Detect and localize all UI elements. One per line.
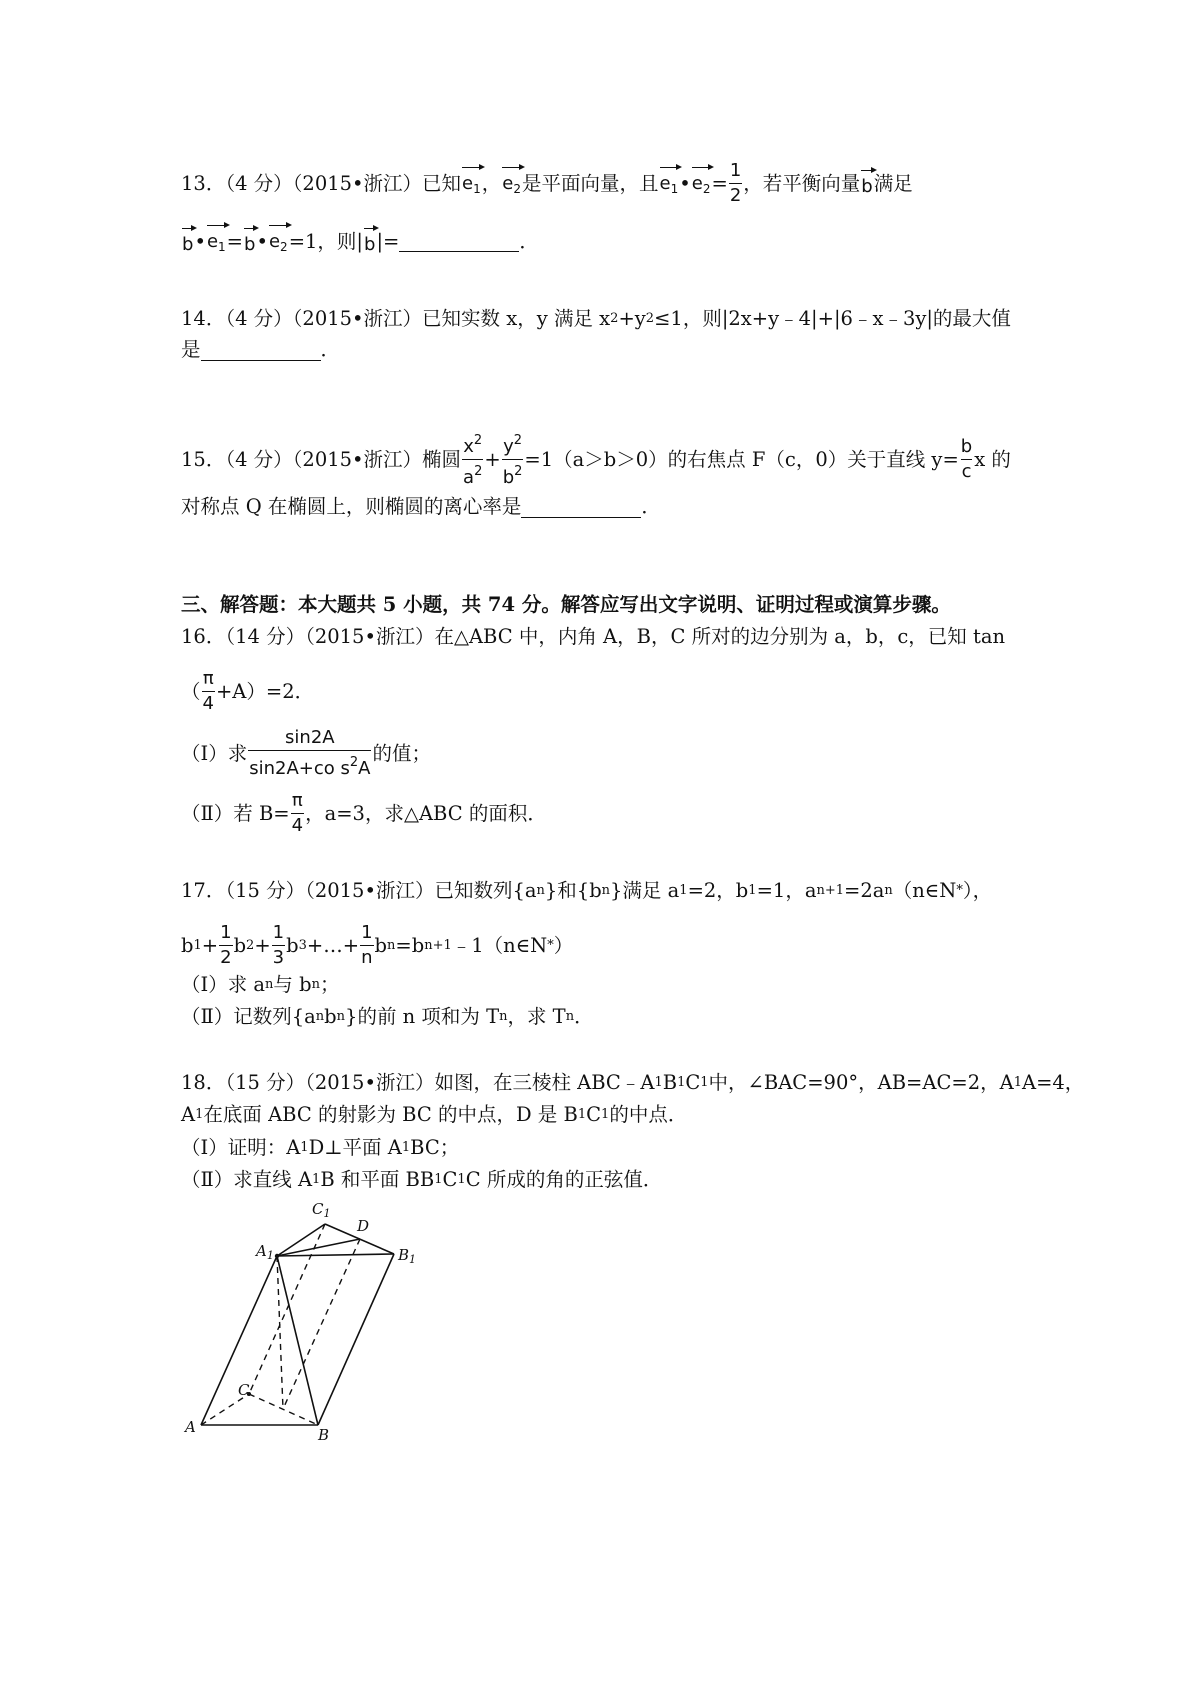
q13-line2: b • $e_1$ = b • $e_2$ =1，则| b |= ． (181, 223, 539, 260)
vector-e2: $e_2$ (502, 165, 521, 202)
q16-part1: （Ⅰ）求 $\frac{\sin 2A}{\sin 2A+co s^2A}$ 的值； (181, 727, 431, 779)
edge-b1-b (318, 1254, 394, 1425)
edge-d-midpoint (283, 1239, 360, 1409)
vector-e1: $e_1$ (462, 165, 481, 202)
q18-part2: （Ⅱ）求直线 A 1 B 和平面 BB 1 C 1 C 所成的角的正弦值． (181, 1168, 663, 1191)
label-c1: $C_1$ (312, 1200, 331, 1220)
label-a: A (185, 1418, 196, 1436)
vector-e1: $e_1$ (660, 165, 679, 202)
q13-prefix: 13．（4 分）（2015•浙江）已知 (181, 171, 462, 195)
vertex-a1 (275, 1254, 279, 1258)
q16-part2: （Ⅱ）若 B= $\frac{\pi}{4}$ ，a=3，求△ABC 的面积． (181, 790, 547, 836)
section-heading: 三、解答题：本大题共 5 小题，共 74 分。解答应写出文字说明、证明过程或演算步骤。 (181, 593, 951, 616)
q15-line2: 对称点 Q 在椭圆上，则椭圆的离心率是 ． (181, 495, 661, 518)
vector-b: b (364, 226, 375, 258)
fraction-one-over-n: $\frac{1}{n}$ (361, 922, 373, 968)
fraction-pi-over-4: $\frac{\pi}{4}$ (291, 790, 304, 836)
vector-b: b (244, 226, 255, 258)
fraction-one-half: $\frac{1}{2}$ (220, 922, 232, 968)
edge-a1-b1 (277, 1254, 394, 1256)
fraction-one-half: $\frac{1}{2}$ (729, 160, 742, 206)
label-a1: $A_1$ (256, 1242, 274, 1262)
q13-line1: 13．（4 分）（2015•浙江）已知 $e_1$ ， $e_2$ 是平面向量，且 $e_1$ • $e_2$ = $\frac{1}{2}$ ，若平衡向量 b 满足 (181, 160, 913, 206)
fraction-b-c: $\frac{b}{c}$ (960, 436, 973, 482)
label-b1: $B_1$ (398, 1246, 417, 1266)
q17-part1: （Ⅰ）求 a n 与 b n ； (181, 973, 340, 996)
fraction-sin2a: $\frac{\sin 2A}{\sin 2A+co s^2A}$ (249, 727, 371, 779)
label-b: B (318, 1426, 330, 1440)
fraction-one-third: $\frac{1}{3}$ (272, 922, 285, 968)
q15-line1: 15．（4 分）（2015•浙江）椭圆 $\frac{x^2}{a^2}$ + $\frac{y^2}{b^2}$ =1（a＞b＞0）的右焦点 F（c，0）关于直线 y= $\frac{b}{c}$ x 的 (181, 430, 1011, 489)
fraction-x2-a2: $\frac{x^2}{a^2}$ (463, 433, 483, 488)
answer-blank[interactable] (201, 340, 321, 361)
fraction-pi-over-4: $\frac{\pi}{4}$ (202, 668, 214, 714)
answer-blank[interactable] (521, 497, 641, 518)
q16-line2: （ $\frac{\pi}{4}$ +A）=2． (181, 668, 315, 714)
prism-figure (176, 1190, 446, 1440)
label-c: C (238, 1381, 250, 1399)
label-d: D (357, 1217, 370, 1235)
q18-line2: A 1 在底面 ABC 的射影为 BC 的中点，D 是 B 1 C 1 的中点． (181, 1103, 688, 1126)
vector-b: b (861, 168, 872, 200)
q18-part1: （Ⅰ）证明：A 1 D⊥平面 A 1 BC； (181, 1136, 460, 1159)
prism-diagram (176, 1190, 446, 1440)
q16-line1: 16．（14 分）（2015•浙江）在△ABC 中，内角 A，B，C 所对的边分别为 a，b，c，已知 tan (181, 625, 1006, 648)
q17-line1: 17．（15 分）（2015•浙江）已知数列{a n }和{b n }满足 a 1 =2，b 1 =1，a n+1 =2a n （n∈N * ）， (181, 879, 993, 902)
q14-line1: 14．（4 分）（2015•浙江）已知实数 x，y 满足 x 2 +y 2 ≤1，则|2x+y﹣4|+|6﹣x﹣3y|的最大值 (181, 307, 1011, 330)
q17-part2: （Ⅱ）记数列{a n b n }的前 n 项和为 T n ，求 T n ． (181, 1005, 594, 1028)
vector-e2: $e_2$ (692, 165, 711, 202)
q17-line2: b 1 + $\frac{1}{2}$ b 2 + $\frac{1}{3}$ b 3 +…+ $\frac{1}{n}$ b n =b n+1 ﹣1（n∈N * ） (181, 922, 574, 968)
vector-e2: $e_2$ (269, 223, 288, 260)
vector-b: b (182, 226, 193, 258)
q18-line1: 18．（15 分）（2015•浙江）如图，在三棱柱 ABC﹣A 1 B 1 C 1 中，∠BAC=90°，AB=AC=2，A 1 A=4， (181, 1071, 1085, 1094)
fraction-y2-b2: $\frac{y^2}{b^2}$ (502, 433, 523, 488)
q14-line2: 是 ． (181, 338, 341, 361)
vector-e1: $e_1$ (207, 223, 226, 260)
answer-blank[interactable] (399, 231, 519, 252)
edge-c-b (249, 1394, 318, 1425)
